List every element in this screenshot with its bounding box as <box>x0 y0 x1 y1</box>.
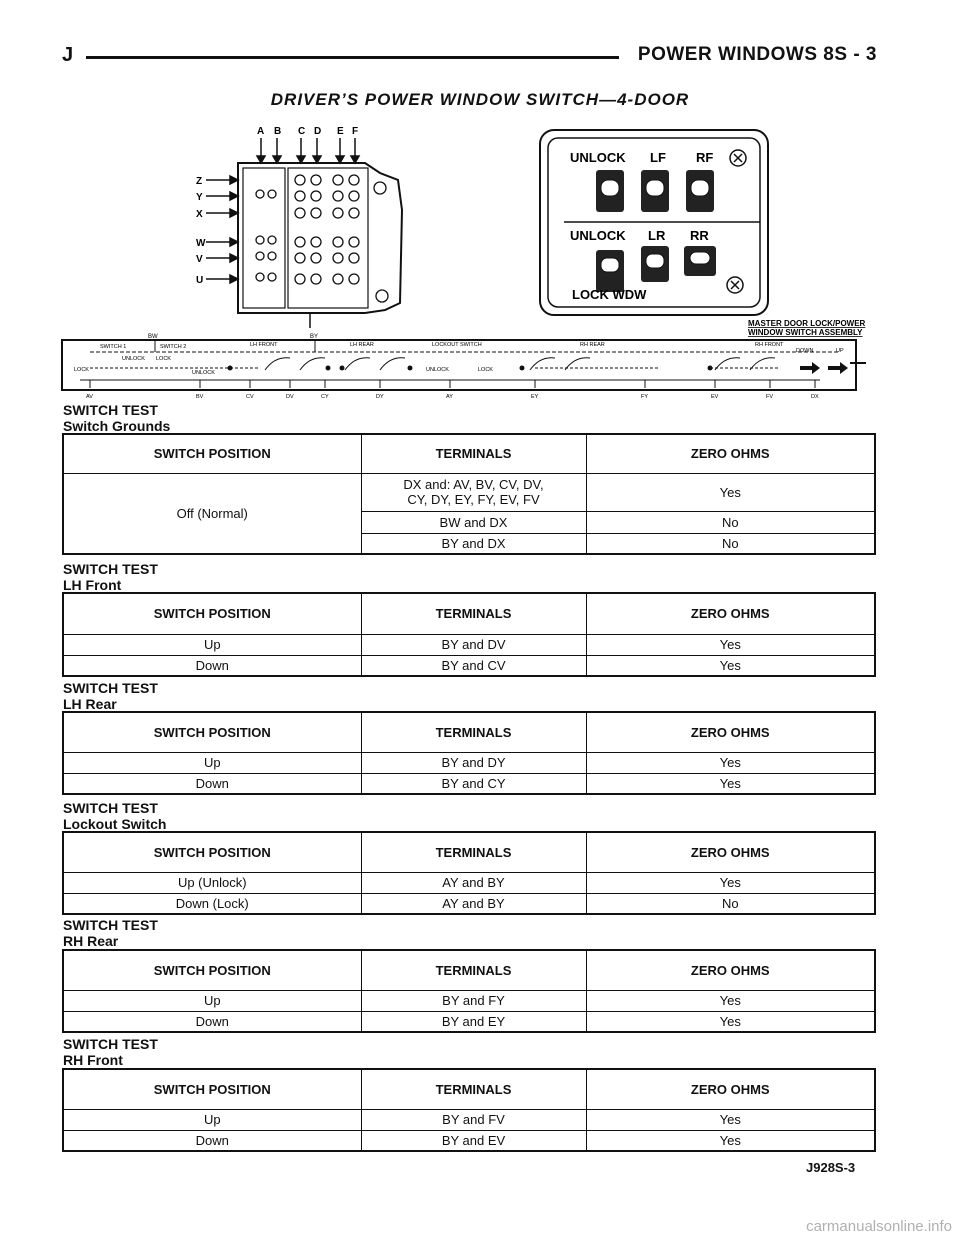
section-subtitle: RH Front <box>63 1052 123 1068</box>
switch-diagram <box>60 118 875 403</box>
schematic-label: UNLOCK <box>426 367 449 373</box>
terminal-label: DY <box>376 394 384 400</box>
column-header: ZERO OHMS <box>586 1069 875 1109</box>
column-header: TERMINALS <box>361 1069 586 1109</box>
column-header: TERMINALS <box>361 593 586 634</box>
table-cell: Yes <box>586 872 875 893</box>
table-row <box>63 1011 875 1032</box>
assembly-caption: WINDOW SWITCH ASSEMBLY <box>748 328 863 337</box>
assembly-label: LR <box>648 228 666 243</box>
terminal-label: AY <box>446 394 453 400</box>
section-heading-grounds <box>63 402 170 434</box>
table-cell: BW and DX <box>361 511 586 533</box>
table-row <box>63 752 875 773</box>
table-cell: Yes <box>586 773 875 794</box>
connector-letter: Y <box>196 192 203 203</box>
column-header: SWITCH POSITION <box>63 950 361 990</box>
table-cell: BY and DX <box>361 533 586 554</box>
section-heading-lockout <box>63 800 166 832</box>
wiring-schematic <box>62 334 866 400</box>
table-row <box>63 473 875 511</box>
table-cell: Yes <box>586 752 875 773</box>
table-cell: Up (Unlock) <box>63 872 361 893</box>
schematic-label: LOCK <box>156 356 171 362</box>
assembly-label: UNLOCK <box>570 150 626 165</box>
table-cell: Yes <box>586 1011 875 1032</box>
figure-id: J928S-3 <box>806 1160 856 1175</box>
column-header: TERMINALS <box>361 712 586 752</box>
terminal-label: BV <box>196 394 204 400</box>
section-title: SWITCH TEST <box>63 800 158 816</box>
column-header: SWITCH POSITION <box>63 712 361 752</box>
connector-letter: C <box>298 126 306 137</box>
table-lh-rear <box>62 711 876 795</box>
connector-letter: B <box>274 126 282 137</box>
header-title: POWER WINDOWS 8S - 3 <box>637 44 877 65</box>
schematic-label: LH FRONT <box>250 342 278 348</box>
table-cell: Down <box>63 1130 361 1151</box>
table-cell: No <box>586 511 875 533</box>
table-cell: Down (Lock) <box>63 893 361 914</box>
table-row <box>63 893 875 914</box>
section-title: SWITCH TEST <box>63 917 158 933</box>
column-header: ZERO OHMS <box>586 712 875 752</box>
column-header: TERMINALS <box>361 832 586 872</box>
schematic-label: RH REAR <box>580 342 605 348</box>
terminal-label: FV <box>766 394 774 400</box>
table-cell: Yes <box>586 1109 875 1130</box>
cell-line: CY, DY, EY, FY, EV, FV <box>407 492 540 507</box>
table-header-row <box>63 434 875 473</box>
terminal-label: EV <box>711 394 719 400</box>
table-cell: Off (Normal) <box>63 473 361 554</box>
schematic-label: UNLOCK <box>192 370 215 376</box>
table-cell: AY and BY <box>361 893 586 914</box>
assembly-label: RR <box>690 228 709 243</box>
table-cell <box>361 473 586 511</box>
figure-title: DRIVER’S POWER WINDOW SWITCH—4-DOOR <box>270 90 690 109</box>
schematic-label: UP <box>836 348 844 354</box>
table-rh-rear <box>62 949 876 1033</box>
connector-letter: Z <box>196 176 203 187</box>
column-header: ZERO OHMS <box>586 832 875 872</box>
assembly-label: LF <box>650 150 666 165</box>
table-cell: Yes <box>586 634 875 655</box>
connector-letter: F <box>352 126 359 137</box>
column-header: ZERO OHMS <box>586 434 875 473</box>
schematic-label: RH FRONT <box>755 342 784 348</box>
terminal-label: FY <box>641 394 649 400</box>
table-row <box>63 872 875 893</box>
table-cell: No <box>586 893 875 914</box>
table-cell: Yes <box>586 655 875 676</box>
table-row <box>63 1130 875 1151</box>
schematic-label: LOCK <box>74 367 89 373</box>
table-cell: BY and DY <box>361 752 586 773</box>
table-cell: BY and DV <box>361 634 586 655</box>
section-title: SWITCH TEST <box>63 561 158 577</box>
table-rh-front <box>62 1068 876 1152</box>
table-switch-grounds <box>62 433 876 555</box>
table-cell: Down <box>63 773 361 794</box>
terminal-label: CY <box>321 394 329 400</box>
connector-letter: X <box>196 209 203 220</box>
table-cell: Yes <box>586 1130 875 1151</box>
terminal-label: AV <box>86 394 93 400</box>
section-subtitle: LH Front <box>63 577 122 593</box>
cell-line: DX and: AV, BV, CV, DV, <box>403 477 544 492</box>
column-header: TERMINALS <box>361 434 586 473</box>
terminal-label: EY <box>531 394 539 400</box>
section-subtitle: LH Rear <box>63 696 117 712</box>
connector-letter: A <box>257 126 265 137</box>
close-x-icon <box>727 277 743 293</box>
table-cell: Up <box>63 990 361 1011</box>
section-heading-lh-front <box>63 561 158 593</box>
connector-letter: W <box>196 238 206 249</box>
schematic-label: BW <box>148 334 158 340</box>
table-cell: BY and FY <box>361 990 586 1011</box>
column-header: SWITCH POSITION <box>63 832 361 872</box>
table-row <box>63 655 875 676</box>
table-cell: BY and EY <box>361 1011 586 1032</box>
terminal-label: CV <box>246 394 254 400</box>
table-row <box>63 990 875 1011</box>
close-x-icon <box>730 150 746 166</box>
section-title: SWITCH TEST <box>63 1036 158 1052</box>
section-title: SWITCH TEST <box>63 680 158 696</box>
table-cell: AY and BY <box>361 872 586 893</box>
table-cell: Down <box>63 655 361 676</box>
table-cell: BY and CV <box>361 655 586 676</box>
table-header-row <box>63 593 875 634</box>
schematic-label: LH REAR <box>350 342 374 348</box>
connector-letter: D <box>314 126 322 137</box>
table-cell: Down <box>63 1011 361 1032</box>
table-header-row <box>63 832 875 872</box>
watermark: carmanualsonline.info <box>806 1218 952 1235</box>
table-cell: BY and EV <box>361 1130 586 1151</box>
assembly-label: RF <box>696 150 714 165</box>
column-header: TERMINALS <box>361 950 586 990</box>
section-letter: J <box>62 44 74 66</box>
section-heading-rh-front <box>63 1036 158 1068</box>
header-rule <box>86 56 619 59</box>
schematic-label: DOWN <box>796 348 814 354</box>
table-header-row <box>63 1069 875 1109</box>
connector-letter: V <box>196 254 203 265</box>
table-cell: Up <box>63 1109 361 1130</box>
schematic-label: UNLOCK <box>122 356 145 362</box>
section-subtitle: RH Rear <box>63 933 119 949</box>
table-cell: Yes <box>586 473 875 511</box>
table-lh-front <box>62 592 876 677</box>
table-cell: Up <box>63 752 361 773</box>
column-header: ZERO OHMS <box>586 950 875 990</box>
column-header: SWITCH POSITION <box>63 1069 361 1109</box>
schematic-label: LOCK <box>478 367 493 373</box>
connector-letter: E <box>337 126 344 137</box>
schematic-label: SWITCH 1 <box>100 344 127 350</box>
assembly-label: UNLOCK <box>570 228 626 243</box>
table-header-row <box>63 950 875 990</box>
table-cell: BY and CY <box>361 773 586 794</box>
schematic-label: LOCKOUT SWITCH <box>432 342 482 348</box>
section-subtitle: Lockout Switch <box>63 816 167 832</box>
column-header: SWITCH POSITION <box>63 434 361 473</box>
assembly-label: LOCK WDW <box>572 287 647 302</box>
page-header <box>62 40 877 74</box>
table-cell: No <box>586 533 875 554</box>
column-header: ZERO OHMS <box>586 593 875 634</box>
table-row <box>63 773 875 794</box>
terminal-label: DX <box>811 394 819 400</box>
table-row <box>63 1109 875 1130</box>
connector-letter: U <box>196 275 204 286</box>
connector-view <box>196 126 402 328</box>
section-heading-rh-rear <box>63 917 158 949</box>
section-subtitle: Switch Grounds <box>63 418 171 434</box>
terminal-label: DV <box>286 394 294 400</box>
assembly-caption: MASTER DOOR LOCK/POWER <box>748 319 866 328</box>
schematic-label: SWITCH 2 <box>160 344 187 350</box>
section-title: SWITCH TEST <box>63 402 158 418</box>
table-row <box>63 634 875 655</box>
table-cell: Up <box>63 634 361 655</box>
table-cell: Yes <box>586 990 875 1011</box>
table-header-row <box>63 712 875 752</box>
schematic-label: BY <box>310 334 319 340</box>
table-lockout-switch <box>62 831 876 915</box>
switch-assembly <box>540 130 866 337</box>
table-cell: BY and FV <box>361 1109 586 1130</box>
column-header: SWITCH POSITION <box>63 593 361 634</box>
section-heading-lh-rear <box>63 680 158 712</box>
